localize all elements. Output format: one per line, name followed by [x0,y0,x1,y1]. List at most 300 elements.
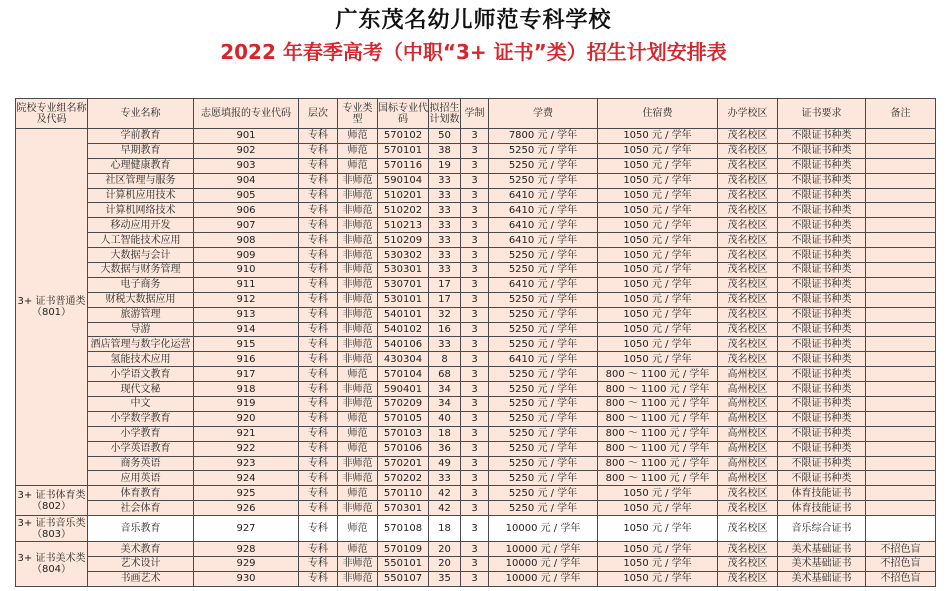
major-name-cell: 小学教育 [88,426,194,441]
plan-count-cell: 33 [429,233,461,248]
tuition-cell: 5250 元 / 学年 [489,382,598,397]
plan-count-cell: 35 [429,571,461,586]
campus-cell: 高州校区 [718,411,778,426]
duration-cell: 3 [461,397,489,412]
major-type-cell: 非师范 [338,203,378,218]
campus-cell: 茂名校区 [718,173,778,188]
duration-cell: 3 [461,542,489,557]
campus-cell: 茂名校区 [718,143,778,158]
plan-count-cell: 33 [429,173,461,188]
major-type-cell: 非师范 [338,337,378,352]
major-code-cell: 915 [194,337,299,352]
level-cell: 专科 [299,337,338,352]
remarks-cell [866,397,936,412]
national-code-cell: 570103 [378,426,429,441]
level-cell: 专科 [299,233,338,248]
national-code-cell: 570105 [378,411,429,426]
remarks-cell: 不招色盲 [866,571,936,586]
major-type-cell: 非师范 [338,307,378,322]
major-name-cell: 心理健康教育 [88,158,194,173]
major-name-cell: 音乐教育 [88,516,194,542]
duration-cell: 3 [461,382,489,397]
major-code-cell: 914 [194,322,299,337]
tuition-cell: 6410 元 / 学年 [489,218,598,233]
plan-subtitle: 2022 年春季高考（中职“3+ 证书”类）招生计划安排表 [220,40,727,64]
remarks-cell [866,426,936,441]
major-type-cell: 非师范 [338,173,378,188]
major-name-cell: 书画艺术 [88,571,194,586]
school-title: 广东茂名幼儿师范专科学校 [335,7,612,33]
table-row [16,542,936,557]
plan-count-cell: 18 [429,426,461,441]
major-type-cell: 非师范 [338,263,378,278]
certificate-requirement-cell: 不限证书种类 [778,382,866,397]
plan-count-cell: 17 [429,292,461,307]
column-header: 层次 [299,99,338,129]
certificate-requirement-cell: 不限证书种类 [778,203,866,218]
major-name-cell: 人工智能技术应用 [88,233,194,248]
level-cell: 专科 [299,218,338,233]
table-row [16,143,936,158]
group-name-cell: 3+ 证书普通类（801） [16,129,88,486]
remarks-cell [866,411,936,426]
major-name-cell: 酒店管理与数字化运营 [88,337,194,352]
campus-cell: 茂名校区 [718,129,778,144]
campus-cell: 茂名校区 [718,337,778,352]
major-code-cell: 910 [194,263,299,278]
duration-cell: 3 [461,292,489,307]
duration-cell: 3 [461,263,489,278]
national-code-cell: 540101 [378,307,429,322]
tuition-cell: 5250 元 / 学年 [489,248,598,263]
certificate-requirement-cell: 不限证书种类 [778,277,866,292]
major-name-cell: 社会体育 [88,501,194,516]
major-type-cell: 非师范 [338,218,378,233]
major-type-cell: 非师范 [338,322,378,337]
national-code-cell: 530301 [378,263,429,278]
campus-cell: 茂名校区 [718,203,778,218]
tuition-cell: 5250 元 / 学年 [489,337,598,352]
table-row [16,203,936,218]
table-row [16,337,936,352]
major-code-cell: 907 [194,218,299,233]
campus-cell: 茂名校区 [718,516,778,542]
accommodation-fee-cell: 1050 元 / 学年 [598,143,718,158]
group-name-cell: 3+ 证书体育类（802） [16,486,88,516]
major-code-cell: 922 [194,441,299,456]
table-row [16,248,936,263]
level-cell: 专科 [299,426,338,441]
duration-cell: 3 [461,516,489,542]
tuition-cell: 5250 元 / 学年 [489,263,598,278]
accommodation-fee-cell: 1050 元 / 学年 [598,292,718,307]
table-row [16,158,936,173]
remarks-cell [866,456,936,471]
tuition-cell: 7800 元 / 学年 [489,129,598,144]
tuition-cell: 6410 元 / 学年 [489,188,598,203]
table-row [16,516,936,542]
level-cell: 专科 [299,471,338,486]
major-type-cell: 非师范 [338,471,378,486]
column-header: 学费 [489,99,598,129]
duration-cell: 3 [461,158,489,173]
remarks-cell [866,322,936,337]
tuition-cell: 6410 元 / 学年 [489,233,598,248]
national-code-cell: 570110 [378,486,429,501]
national-code-cell: 510209 [378,233,429,248]
certificate-requirement-cell: 不限证书种类 [778,173,866,188]
major-code-cell: 901 [194,129,299,144]
major-name-cell: 学前教育 [88,129,194,144]
certificate-requirement-cell: 不限证书种类 [778,441,866,456]
remarks-cell [866,516,936,542]
accommodation-fee-cell: 1050 元 / 学年 [598,307,718,322]
duration-cell: 3 [461,322,489,337]
duration-cell: 3 [461,337,489,352]
plan-count-cell: 33 [429,263,461,278]
level-cell: 专科 [299,322,338,337]
campus-cell: 茂名校区 [718,352,778,367]
plan-count-cell: 19 [429,158,461,173]
major-name-cell: 电子商务 [88,277,194,292]
national-code-cell: 590104 [378,173,429,188]
campus-cell: 茂名校区 [718,263,778,278]
major-type-cell: 师范 [338,441,378,456]
level-cell: 专科 [299,352,338,367]
remarks-cell [866,248,936,263]
accommodation-fee-cell: 1050 元 / 学年 [598,263,718,278]
duration-cell: 3 [461,411,489,426]
duration-cell: 3 [461,248,489,263]
duration-cell: 3 [461,143,489,158]
duration-cell: 3 [461,277,489,292]
tuition-cell: 5250 元 / 学年 [489,292,598,307]
level-cell: 专科 [299,292,338,307]
certificate-requirement-cell: 不限证书种类 [778,233,866,248]
campus-cell: 茂名校区 [718,571,778,586]
tuition-cell: 5250 元 / 学年 [489,143,598,158]
accommodation-fee-cell: 800 ～ 1100 元 / 学年 [598,411,718,426]
major-type-cell: 师范 [338,486,378,501]
certificate-requirement-cell: 体育技能证书 [778,501,866,516]
national-code-cell: 570301 [378,501,429,516]
major-name-cell: 应用英语 [88,471,194,486]
campus-cell: 高州校区 [718,397,778,412]
duration-cell: 3 [461,188,489,203]
table-row [16,456,936,471]
accommodation-fee-cell: 1050 元 / 学年 [598,277,718,292]
table-row [16,188,936,203]
duration-cell: 3 [461,203,489,218]
major-name-cell: 体育教育 [88,486,194,501]
major-name-cell: 艺术设计 [88,557,194,572]
major-name-cell: 社区管理与服务 [88,173,194,188]
major-code-cell: 925 [194,486,299,501]
table-row [16,367,936,382]
duration-cell: 3 [461,456,489,471]
plan-count-cell: 20 [429,557,461,572]
certificate-requirement-cell: 美术基础证书 [778,557,866,572]
accommodation-fee-cell: 1050 元 / 学年 [598,173,718,188]
accommodation-fee-cell: 1050 元 / 学年 [598,516,718,542]
major-code-cell: 930 [194,571,299,586]
major-code-cell: 926 [194,501,299,516]
major-type-cell: 师范 [338,542,378,557]
remarks-cell: 不招色盲 [866,557,936,572]
campus-cell: 高州校区 [718,382,778,397]
major-name-cell: 小学语文教育 [88,367,194,382]
major-type-cell: 非师范 [338,277,378,292]
accommodation-fee-cell: 1050 元 / 学年 [598,203,718,218]
certificate-requirement-cell: 不限证书种类 [778,292,866,307]
plan-count-cell: 38 [429,143,461,158]
column-header: 办学校区 [718,99,778,129]
accommodation-fee-cell: 1050 元 / 学年 [598,352,718,367]
tuition-cell: 5250 元 / 学年 [489,367,598,382]
certificate-requirement-cell: 不限证书种类 [778,129,866,144]
remarks-cell [866,233,936,248]
table-row [16,397,936,412]
tuition-cell: 5250 元 / 学年 [489,501,598,516]
level-cell: 专科 [299,456,338,471]
column-header: 住宿费 [598,99,718,129]
major-name-cell: 计算机应用技术 [88,188,194,203]
certificate-requirement-cell: 美术基础证书 [778,571,866,586]
major-name-cell: 氢能技术应用 [88,352,194,367]
table-row [16,352,936,367]
table-row [16,292,936,307]
level-cell: 专科 [299,158,338,173]
remarks-cell [866,218,936,233]
certificate-requirement-cell: 不限证书种类 [778,248,866,263]
certificate-requirement-cell: 不限证书种类 [778,337,866,352]
national-code-cell: 510201 [378,188,429,203]
level-cell: 专科 [299,441,338,456]
major-type-cell: 非师范 [338,397,378,412]
major-code-cell: 920 [194,411,299,426]
plan-count-cell: 18 [429,516,461,542]
plan-count-cell: 50 [429,129,461,144]
duration-cell: 3 [461,307,489,322]
remarks-cell [866,501,936,516]
campus-cell: 高州校区 [718,471,778,486]
national-code-cell: 550107 [378,571,429,586]
certificate-requirement-cell: 不限证书种类 [778,158,866,173]
column-header: 拟招生计划数 [429,99,461,129]
campus-cell: 茂名校区 [718,277,778,292]
national-code-cell: 570109 [378,542,429,557]
column-header: 专业名称 [88,99,194,129]
plan-count-cell: 42 [429,501,461,516]
plan-count-cell: 33 [429,203,461,218]
national-code-cell: 540106 [378,337,429,352]
certificate-requirement-cell: 不限证书种类 [778,426,866,441]
table-row [16,218,936,233]
plan-count-cell: 20 [429,542,461,557]
certificate-requirement-cell: 不限证书种类 [778,188,866,203]
accommodation-fee-cell: 800 ～ 1100 元 / 学年 [598,456,718,471]
duration-cell: 3 [461,367,489,382]
level-cell: 专科 [299,129,338,144]
certificate-requirement-cell: 不限证书种类 [778,307,866,322]
major-name-cell: 商务英语 [88,456,194,471]
major-name-cell: 计算机网络技术 [88,203,194,218]
tuition-cell: 5250 元 / 学年 [489,397,598,412]
remarks-cell: 不招色盲 [866,542,936,557]
accommodation-fee-cell: 1050 元 / 学年 [598,571,718,586]
duration-cell: 3 [461,218,489,233]
major-name-cell: 小学英语教育 [88,441,194,456]
major-code-cell: 912 [194,292,299,307]
duration-cell: 3 [461,233,489,248]
table-row [16,471,936,486]
column-header: 院校专业组名称及代码 [16,99,88,129]
tuition-cell: 10000 元 / 学年 [489,557,598,572]
tuition-cell: 10000 元 / 学年 [489,516,598,542]
major-type-cell: 非师范 [338,456,378,471]
level-cell: 专科 [299,382,338,397]
plan-count-cell: 34 [429,397,461,412]
certificate-requirement-cell: 不限证书种类 [778,322,866,337]
duration-cell: 3 [461,571,489,586]
tuition-cell: 5250 元 / 学年 [489,307,598,322]
major-name-cell: 移动应用开发 [88,218,194,233]
plan-count-cell: 33 [429,471,461,486]
plan-count-cell: 32 [429,307,461,322]
campus-cell: 茂名校区 [718,218,778,233]
national-code-cell: 570106 [378,441,429,456]
level-cell: 专科 [299,277,338,292]
certificate-requirement-cell: 美术基础证书 [778,542,866,557]
plan-count-cell: 36 [429,441,461,456]
level-cell: 专科 [299,571,338,586]
table-row [16,426,936,441]
column-header: 证书要求 [778,99,866,129]
major-name-cell: 导游 [88,322,194,337]
major-code-cell: 927 [194,516,299,542]
campus-cell: 茂名校区 [718,188,778,203]
table-row [16,501,936,516]
campus-cell: 茂名校区 [718,158,778,173]
level-cell: 专科 [299,263,338,278]
major-code-cell: 904 [194,173,299,188]
accommodation-fee-cell: 800 ～ 1100 元 / 学年 [598,441,718,456]
major-type-cell: 非师范 [338,188,378,203]
table-header-row [16,99,936,129]
national-code-cell: 510202 [378,203,429,218]
major-code-cell: 913 [194,307,299,322]
major-type-cell: 非师范 [338,557,378,572]
table-row [16,307,936,322]
tuition-cell: 6410 元 / 学年 [489,277,598,292]
level-cell: 专科 [299,516,338,542]
duration-cell: 3 [461,352,489,367]
duration-cell: 3 [461,486,489,501]
tuition-cell: 10000 元 / 学年 [489,571,598,586]
national-code-cell: 570108 [378,516,429,542]
accommodation-fee-cell: 1050 元 / 学年 [598,188,718,203]
major-code-cell: 908 [194,233,299,248]
major-type-cell: 师范 [338,411,378,426]
accommodation-fee-cell: 1050 元 / 学年 [598,542,718,557]
level-cell: 专科 [299,188,338,203]
enrollment-plan-table [15,98,936,587]
certificate-requirement-cell: 不限证书种类 [778,352,866,367]
accommodation-fee-cell: 1050 元 / 学年 [598,557,718,572]
level-cell: 专科 [299,307,338,322]
table-row [16,233,936,248]
accommodation-fee-cell: 800 ～ 1100 元 / 学年 [598,471,718,486]
major-type-cell: 师范 [338,158,378,173]
major-code-cell: 906 [194,203,299,218]
remarks-cell [866,263,936,278]
plan-count-cell: 33 [429,218,461,233]
major-code-cell: 918 [194,382,299,397]
plan-count-cell: 8 [429,352,461,367]
major-name-cell: 旅游管理 [88,307,194,322]
national-code-cell: 510213 [378,218,429,233]
major-code-cell: 921 [194,426,299,441]
campus-cell: 茂名校区 [718,557,778,572]
national-code-cell: 570209 [378,397,429,412]
column-header: 志愿填报的专业代码 [194,99,299,129]
duration-cell: 3 [461,129,489,144]
column-header: 国标专业代码 [378,99,429,129]
table-row [16,322,936,337]
major-type-cell: 非师范 [338,233,378,248]
national-code-cell: 570101 [378,143,429,158]
level-cell: 专科 [299,248,338,263]
accommodation-fee-cell: 1050 元 / 学年 [598,129,718,144]
campus-cell: 茂名校区 [718,486,778,501]
major-code-cell: 924 [194,471,299,486]
major-name-cell: 小学数学教育 [88,411,194,426]
level-cell: 专科 [299,367,338,382]
major-code-cell: 909 [194,248,299,263]
remarks-cell [866,441,936,456]
tuition-cell: 5250 元 / 学年 [489,486,598,501]
certificate-requirement-cell: 音乐综合证书 [778,516,866,542]
level-cell: 专科 [299,173,338,188]
campus-cell: 高州校区 [718,456,778,471]
level-cell: 专科 [299,501,338,516]
major-type-cell: 师范 [338,516,378,542]
major-code-cell: 917 [194,367,299,382]
campus-cell: 茂名校区 [718,542,778,557]
accommodation-fee-cell: 1050 元 / 学年 [598,337,718,352]
major-code-cell: 903 [194,158,299,173]
national-code-cell: 570202 [378,471,429,486]
level-cell: 专科 [299,203,338,218]
accommodation-fee-cell: 1050 元 / 学年 [598,248,718,263]
campus-cell: 茂名校区 [718,233,778,248]
certificate-requirement-cell: 不限证书种类 [778,263,866,278]
major-type-cell: 非师范 [338,501,378,516]
level-cell: 专科 [299,542,338,557]
certificate-requirement-cell: 不限证书种类 [778,367,866,382]
accommodation-fee-cell: 800 ～ 1100 元 / 学年 [598,397,718,412]
tuition-cell: 5250 元 / 学年 [489,456,598,471]
table-row [16,173,936,188]
accommodation-fee-cell: 1050 元 / 学年 [598,501,718,516]
duration-cell: 3 [461,557,489,572]
accommodation-fee-cell: 1050 元 / 学年 [598,233,718,248]
accommodation-fee-cell: 1050 元 / 学年 [598,486,718,501]
accommodation-fee-cell: 1050 元 / 学年 [598,322,718,337]
national-code-cell: 550101 [378,557,429,572]
remarks-cell [866,203,936,218]
tuition-cell: 5250 元 / 学年 [489,322,598,337]
